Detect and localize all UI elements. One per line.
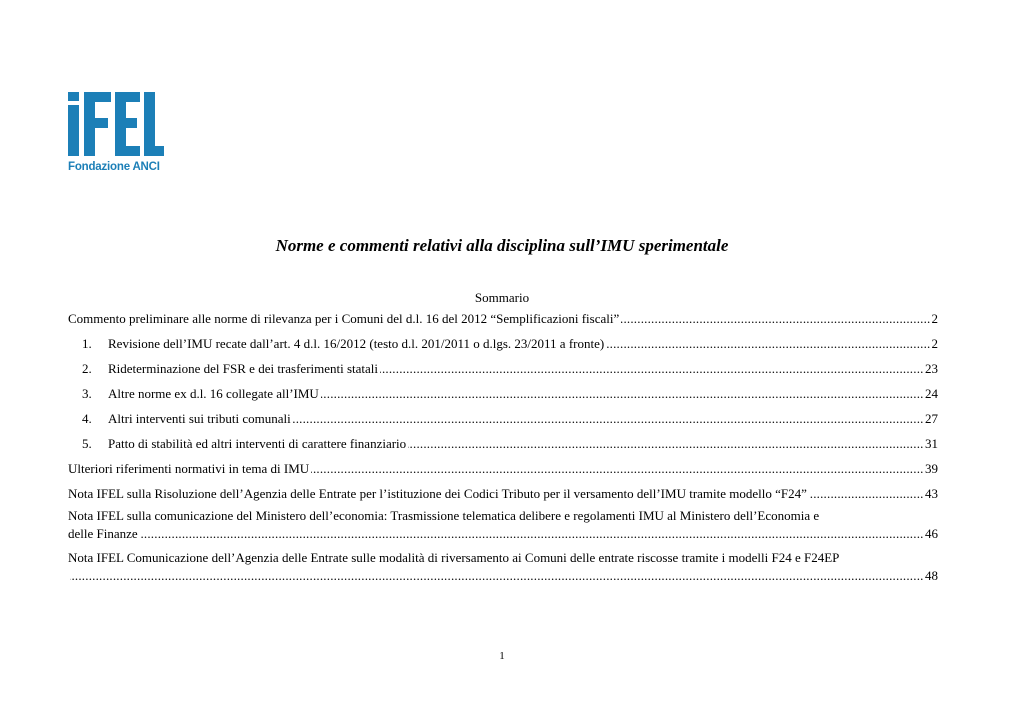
toc-entry-page: ..... 48	[925, 568, 938, 583]
toc-entry[interactable]	[68, 385, 938, 403]
toc-entry-page: 23	[925, 361, 938, 376]
toc-entry-text: Revisione dell’IMU recate dall’art. 4 d.l. 16/2012 (testo d.l. 201/2011 o d.lgs. 23/2011 a fronte)	[108, 336, 605, 351]
toc-entry-text: delle Finanze	[68, 526, 138, 541]
table-of-contents	[68, 310, 938, 585]
toc-entry-number: 4.	[68, 410, 108, 428]
toc-entry[interactable]	[68, 435, 938, 453]
toc-entry[interactable]	[68, 410, 938, 428]
ifel-wordmark-icon	[68, 92, 164, 156]
toc-entry-number: 2.	[68, 360, 108, 378]
toc-entry[interactable]	[68, 507, 938, 543]
toc-entry[interactable]	[68, 485, 938, 503]
toc-entry-page: 39	[925, 461, 938, 476]
toc-entry[interactable]	[68, 310, 938, 328]
toc-entry-page: 27	[925, 411, 938, 426]
toc-entry[interactable]	[68, 549, 938, 585]
toc-entry-page: 46	[925, 526, 938, 541]
toc-entry-text: Ulteriori riferimenti normativi in tema di IMU	[68, 461, 310, 476]
toc-entry-number: 1.	[68, 335, 108, 353]
toc-entry[interactable]	[68, 335, 938, 353]
toc-entry-page: 24	[925, 386, 938, 401]
toc-entry-text: Commento preliminare alle norme di rilevanza per i Comuni del d.l. 16 del 2012 “Semplificazioni fiscali”	[68, 311, 620, 326]
toc-entry-text: Altri interventi sui tributi comunali	[108, 411, 291, 426]
toc-entry-text: Patto di stabilità ed altri interventi di carattere finanziario	[108, 436, 407, 451]
logo-subtitle: Fondazione ANCI	[68, 161, 160, 173]
toc-entry-page: 2	[931, 311, 938, 326]
page-number: 1	[499, 650, 505, 662]
toc-heading: Sommario	[474, 290, 530, 305]
toc-entry-text: Rideterminazione del FSR e dei trasferimenti statali	[108, 361, 379, 376]
toc-entry-text-line1: Nota IFEL sulla comunicazione del Ministero dell’economia: Trasmissione telematica delibere e regolamenti IMU al Ministero dell’Economia e	[68, 508, 820, 523]
toc-entry-page: 43	[925, 486, 938, 501]
document-title: Norme e commenti relativi alla disciplina sull’IMU sperimentale	[275, 236, 729, 255]
toc-entry-text: Nota IFEL sulla Risoluzione dell’Agenzia delle Entrate per l’istituzione dei Codici Tributo per il versamento dell’IMU tramite modello “F24”	[68, 486, 807, 501]
toc-entry-text	[68, 568, 70, 583]
toc-entry[interactable]	[68, 460, 938, 478]
toc-entry[interactable]	[68, 360, 938, 378]
toc-entry-text-line1: Nota IFEL Comunicazione dell’Agenzia delle Entrate sulle modalità di riversamento ai Comuni delle entrate riscosse tramite i modelli F24 e F24EP	[68, 550, 840, 565]
toc-entry-page: 31	[925, 436, 938, 451]
ifel-logo	[68, 92, 168, 178]
toc-entry-page: 2	[931, 336, 938, 351]
toc-entry-number: 3.	[68, 385, 108, 403]
toc-entry-number: 5.	[68, 435, 108, 453]
toc-entry-text: Altre norme ex d.l. 16 collegate all’IMU	[108, 386, 319, 401]
